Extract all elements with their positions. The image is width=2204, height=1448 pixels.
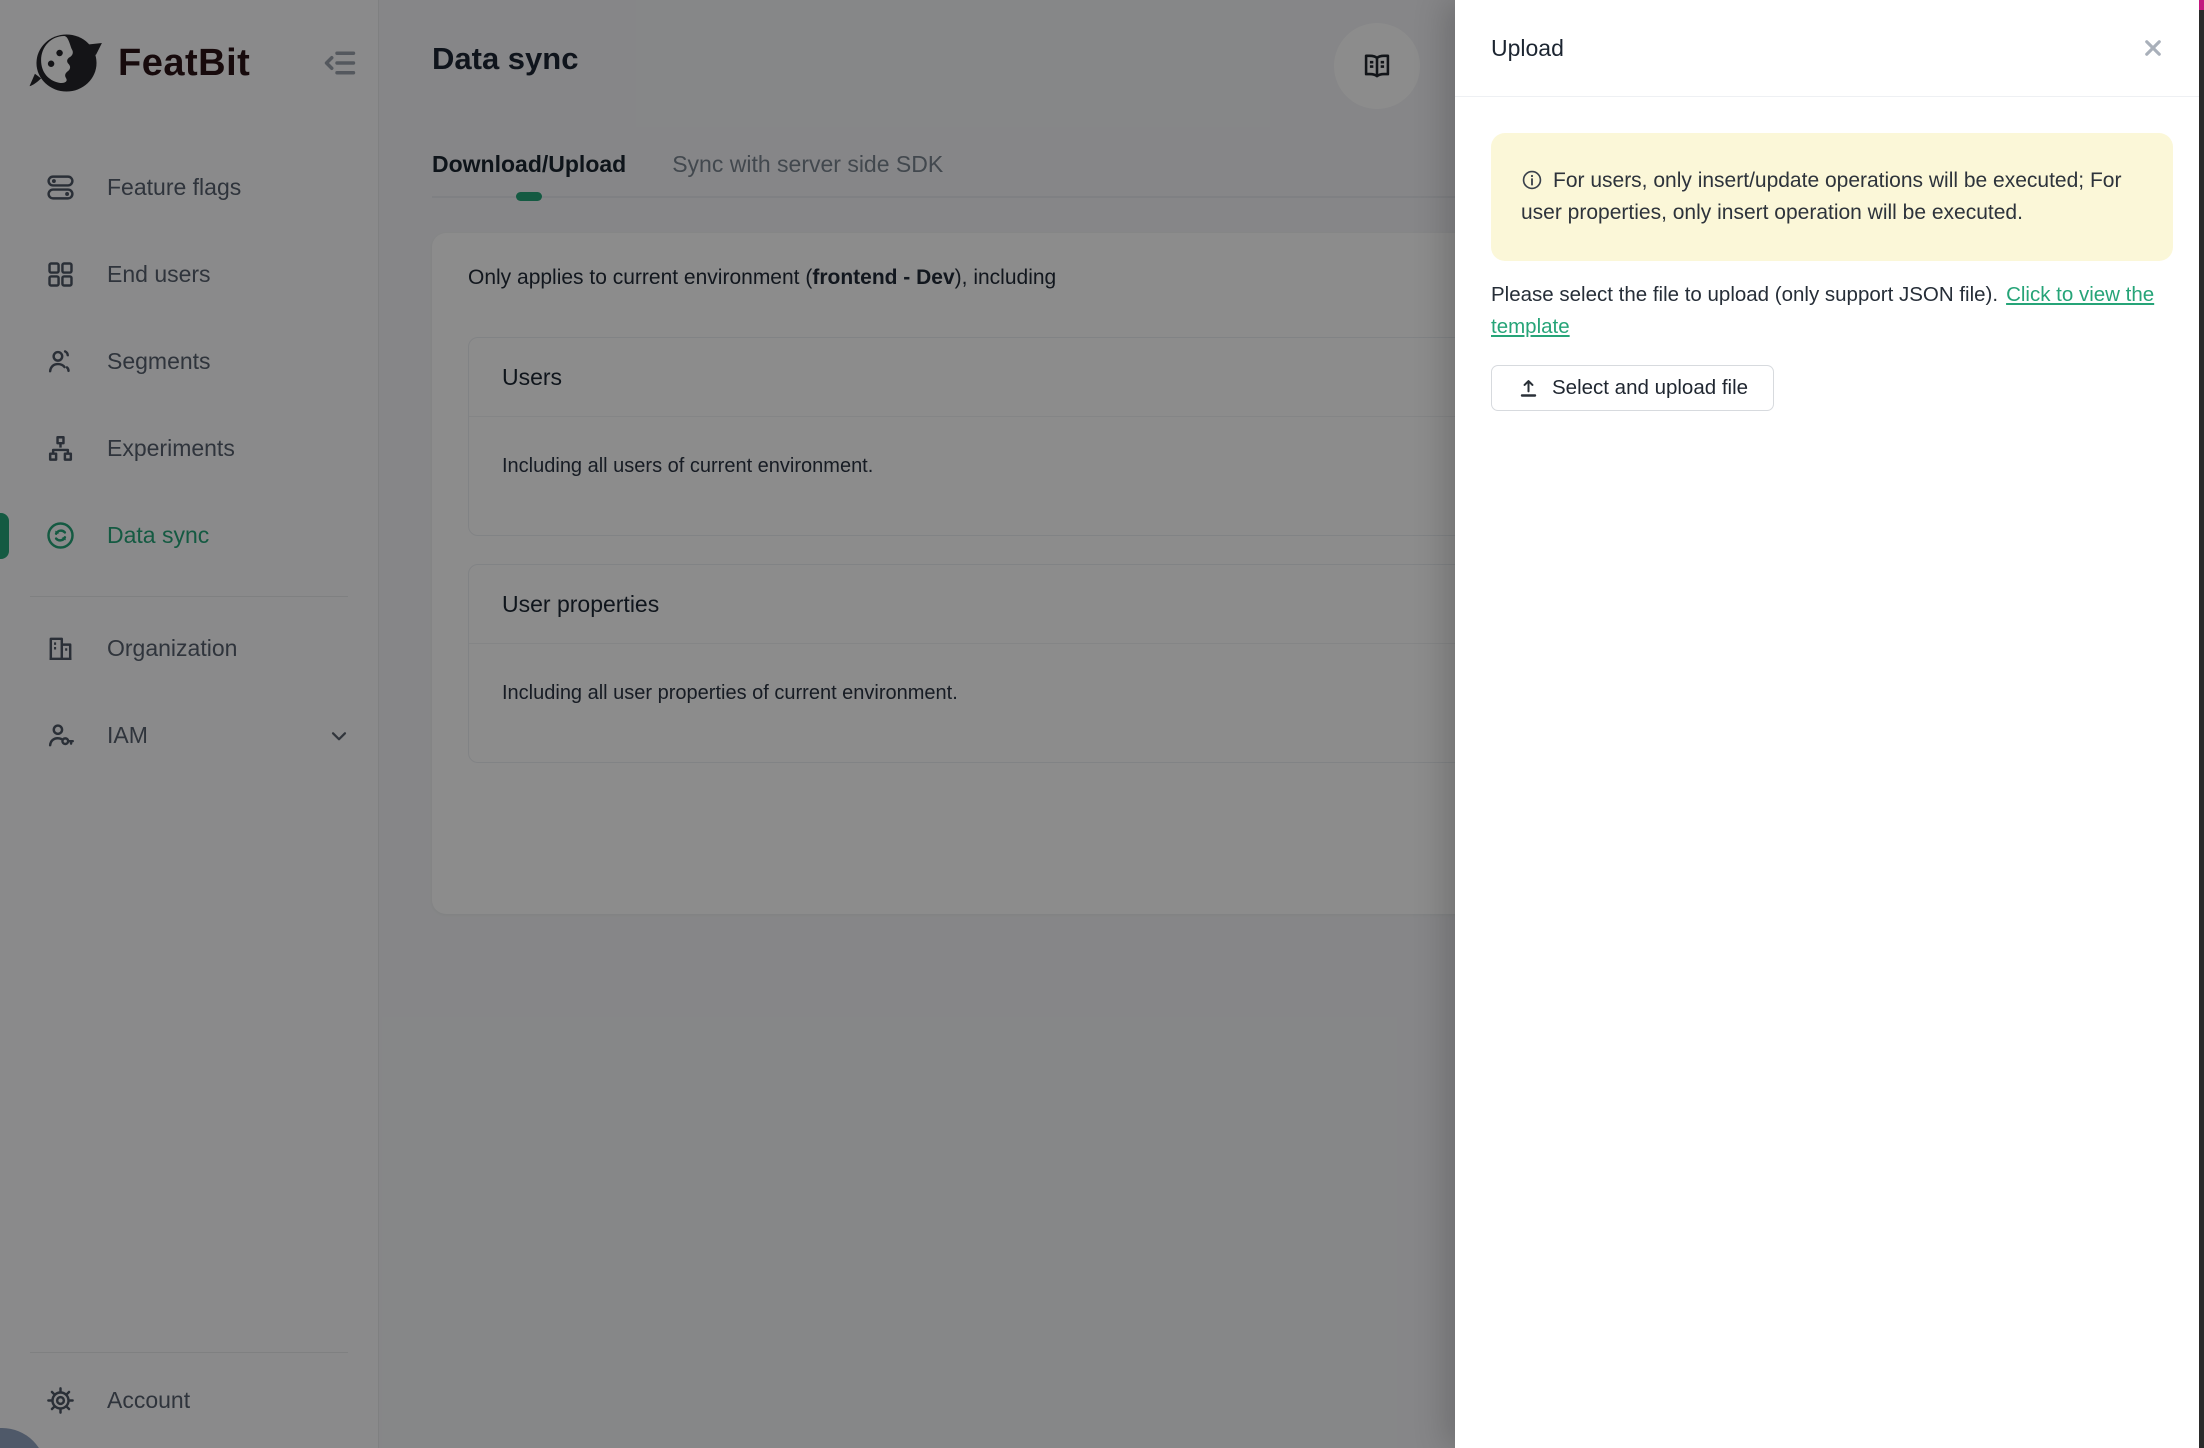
sidebar-item-label: Segments [107, 348, 211, 374]
tab-label: Download/Upload [432, 151, 627, 177]
drawer-title: Upload [1491, 34, 1564, 61]
info-icon [1521, 169, 1543, 191]
sidebar-item-label: Feature flags [107, 174, 242, 200]
upload-button-label: Select and upload file [1552, 376, 1749, 399]
select-upload-file-button[interactable] [1491, 365, 1774, 411]
instruction-text: Please select the file to upload (only support JSON file). [1491, 283, 1999, 306]
window-edge-accent [2199, 0, 2204, 10]
drawer-header [1455, 0, 2204, 97]
close-icon[interactable] [2138, 33, 2168, 63]
intro-prefix: Only applies to current environment ( [468, 266, 813, 289]
warning-alert [1491, 133, 2173, 261]
sidebar-item-label: IAM [107, 722, 148, 748]
panel-description: Including all users of current environment. [502, 455, 874, 477]
sidebar-item-label: Data sync [107, 522, 210, 548]
tab-label: Sync with server side SDK [672, 151, 944, 177]
intro-suffix: ), including [954, 266, 1057, 289]
panel-description: Including all user properties of current environment. [502, 682, 958, 704]
upload-icon [1517, 377, 1540, 400]
drawer-body [1455, 97, 2204, 411]
sidebar-item-label: End users [107, 261, 211, 287]
upload-drawer [1455, 0, 2204, 1448]
sidebar-item-label: Account [107, 1386, 191, 1413]
view-template-link[interactable]: Click to view the template [1491, 283, 2155, 338]
upload-instruction [1491, 279, 2173, 343]
brand-name: FeatBit [118, 41, 251, 84]
sidebar-item-label: Experiments [107, 435, 235, 461]
environment-name: frontend - Dev [812, 266, 955, 289]
alert-text: For users, only insert/update operations will be executed; For user properties, only insert operation will be executed. [1521, 169, 2122, 224]
panel-title: Users [469, 338, 2127, 417]
sidebar-item-label: Organization [107, 635, 238, 661]
panel-title: User properties [469, 565, 2127, 644]
page-title: Data sync [432, 41, 579, 76]
window-edge [2199, 0, 2204, 1448]
